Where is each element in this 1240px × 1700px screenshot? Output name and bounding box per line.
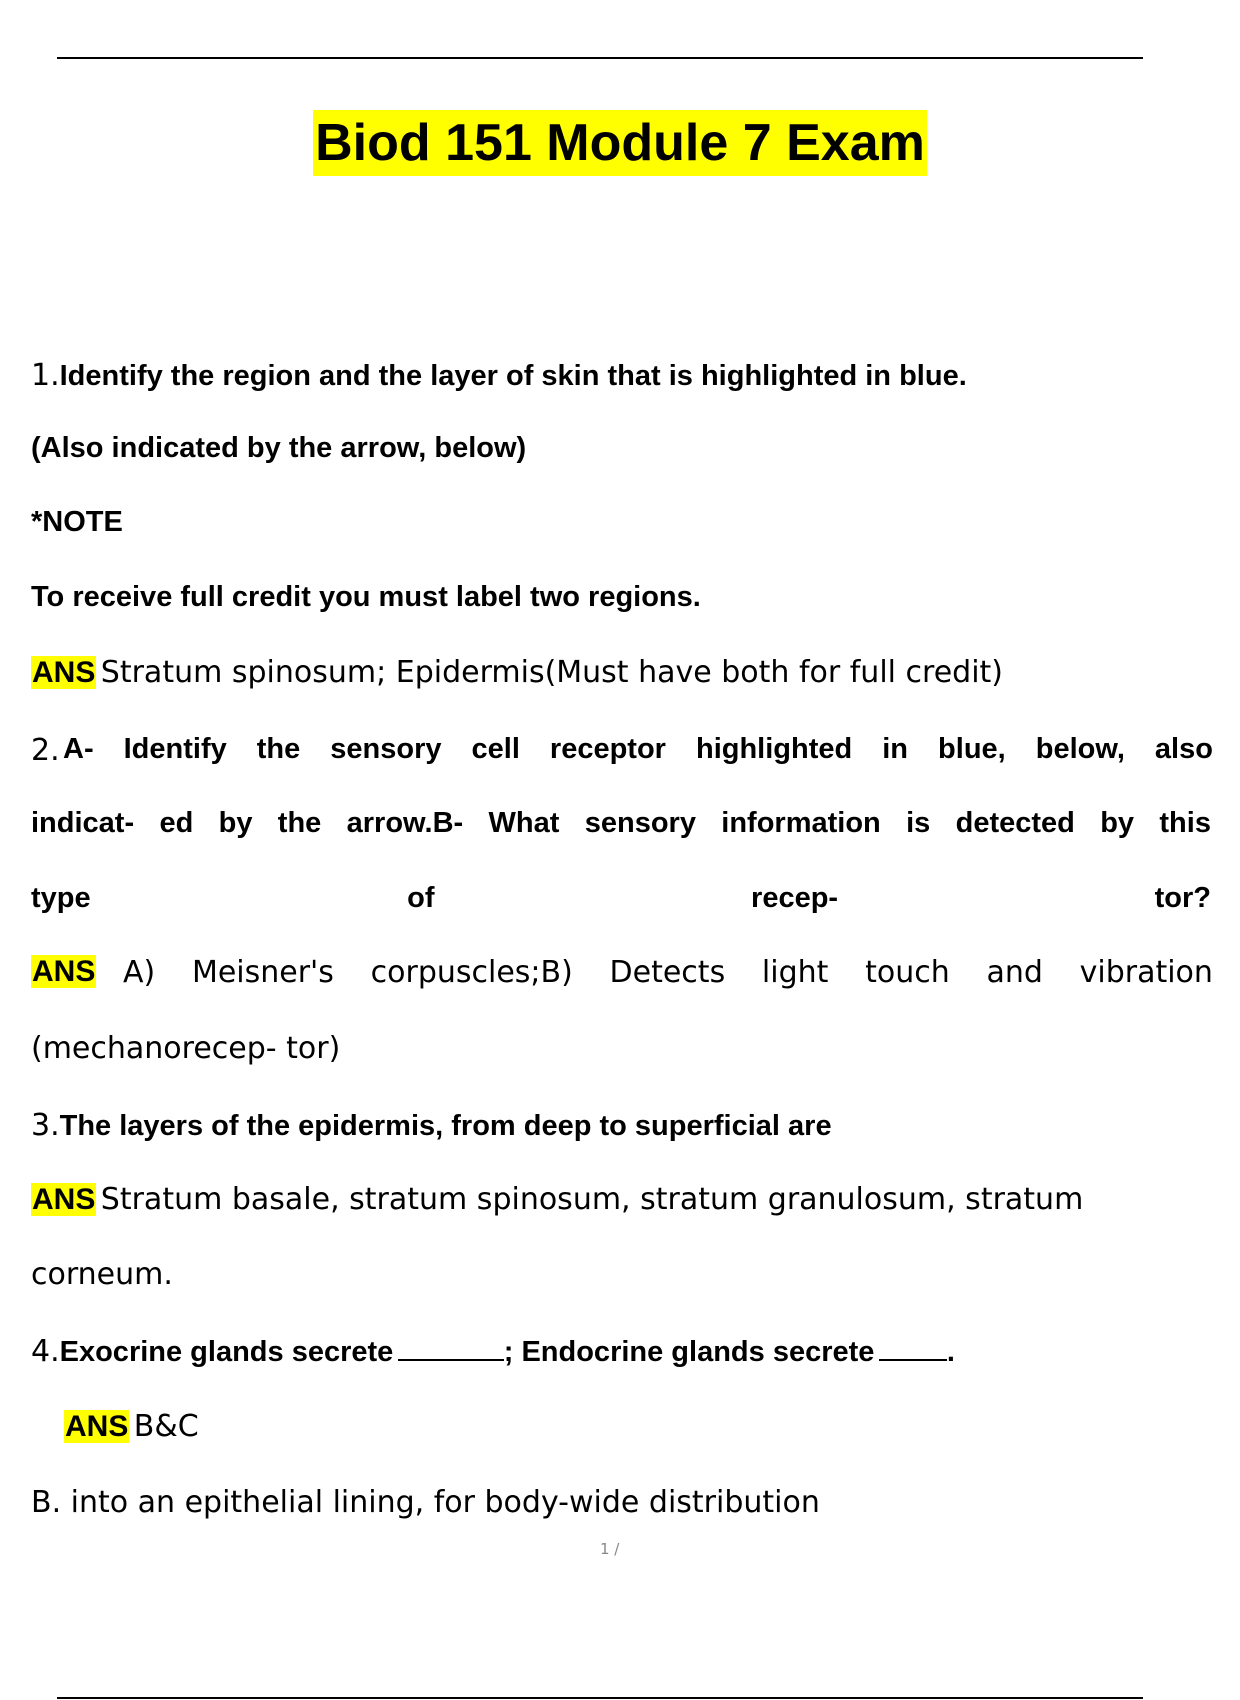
q2-line2-word: arrow.B- xyxy=(346,807,464,839)
q3-answer-line xyxy=(31,1182,1220,1217)
q2-line1-word: cell xyxy=(471,733,520,765)
q4-blank-2 xyxy=(879,1359,947,1361)
q3-line xyxy=(31,1108,1220,1143)
q1-ans-label: ANS xyxy=(32,656,96,689)
q2-line3-word: tor? xyxy=(1154,882,1211,914)
q1-note-text-line xyxy=(31,581,1220,614)
q2-answer-word: vibration xyxy=(1079,955,1213,990)
q2-line1-word: Identify xyxy=(123,733,227,765)
q2-text-line1 xyxy=(63,733,1213,766)
q2-answer-word: Meisner's xyxy=(191,955,334,990)
q2-line1-word: in xyxy=(882,733,909,765)
q2-line2-word: information xyxy=(721,807,881,839)
q4-text-a: Exocrine glands secrete xyxy=(59,1336,394,1368)
q4-option-b: B. into an epithelial lining, for body-wide distribution xyxy=(31,1485,820,1520)
q1-text-line2: (Also indicated by the arrow, below) xyxy=(31,432,527,464)
q2-answer-word: corpuscles;B) xyxy=(370,955,573,990)
q3-number: 3. xyxy=(31,1108,60,1143)
q2-line2-word: by xyxy=(1100,807,1135,839)
q2-line2-word: sensory xyxy=(584,807,696,839)
q3-text: The layers of the epidermis, from deep to superficial are xyxy=(59,1110,832,1142)
q1-answer-line xyxy=(31,655,1220,690)
q2-line1-word: blue, xyxy=(938,733,1006,765)
q2-text-line3 xyxy=(31,882,1211,915)
q2-text-line2 xyxy=(31,807,1211,840)
q1-number: 1. xyxy=(31,358,60,393)
q2-line1-word: A- xyxy=(63,733,94,765)
q2-line1-word: highlighted xyxy=(695,733,853,765)
q1-text: Identify the region and the layer of skin that is highlighted in blue. xyxy=(59,360,967,392)
q3-ans-label: ANS xyxy=(32,1183,96,1216)
q1-answer: Stratum spinosum; Epidermis(Must have both for full credit) xyxy=(100,655,1003,690)
q1-note-text: To receive full credit you must label two regions. xyxy=(31,581,701,613)
q4-answer-line xyxy=(64,1409,1220,1444)
q4-option-b-line xyxy=(31,1485,1220,1520)
q2-line1-word: the xyxy=(256,733,301,765)
document-title: Biod 151 Module 7 Exam xyxy=(313,110,927,176)
q2-answer-word: A) xyxy=(123,955,156,990)
q2-line2-word: this xyxy=(1159,807,1211,839)
q3-answer: Stratum basale, stratum spinosum, stratum granulosum, stratum xyxy=(100,1182,1084,1217)
q2-number: 2. xyxy=(31,733,60,768)
q2-line2-word: the xyxy=(277,807,322,839)
q4-blank-1 xyxy=(398,1359,504,1361)
q2-answer xyxy=(123,955,1213,990)
q2-ans-label: ANS xyxy=(32,955,96,988)
q2-line1-word: also xyxy=(1154,733,1213,765)
q4-number: 4. xyxy=(31,1334,60,1369)
q3-answer-line2 xyxy=(31,1257,1220,1292)
title-block xyxy=(0,110,1240,176)
q2-answer-cont: (mechanorecep- tor) xyxy=(31,1031,341,1066)
bottom-rule xyxy=(57,1697,1143,1699)
q4-text-c: . xyxy=(946,1336,955,1368)
q3-answer-cont: corneum. xyxy=(31,1257,173,1292)
q2-line1-word: sensory xyxy=(330,733,442,765)
q2-line2-word: ed xyxy=(159,807,194,839)
q2-line2-word: detected xyxy=(955,807,1075,839)
q2-answer-word: and xyxy=(986,955,1043,990)
q1-line xyxy=(31,358,1220,393)
top-rule xyxy=(57,57,1143,59)
q2-line2-word: by xyxy=(218,807,253,839)
q1-note: *NOTE xyxy=(31,506,123,538)
q4-text-b: ; Endocrine glands secrete xyxy=(503,1336,875,1368)
q1-line2 xyxy=(31,432,1220,465)
q2-line3-word: type xyxy=(31,882,91,914)
q2-line2-word: What xyxy=(488,807,560,839)
q2-answer-word: touch xyxy=(865,955,950,990)
q2-answer-word: Detects xyxy=(609,955,726,990)
q2-line3-word: of xyxy=(407,882,435,914)
q1-note-line xyxy=(31,506,1220,539)
q2-answer-line2 xyxy=(31,1031,1220,1066)
q2-line3-word: recep- xyxy=(751,882,839,914)
q2-line2-word: is xyxy=(906,807,931,839)
page-number: 1 / xyxy=(600,1540,620,1558)
q2-line1-word: below, xyxy=(1035,733,1125,765)
q2-line1-word: receptor xyxy=(549,733,666,765)
q4-ans-label: ANS xyxy=(65,1410,129,1443)
q2-line2-word: indicat- xyxy=(31,807,135,839)
q2-answer-word: light xyxy=(761,955,829,990)
q4-answer: B&C xyxy=(133,1409,199,1444)
q4-line xyxy=(31,1334,1220,1369)
